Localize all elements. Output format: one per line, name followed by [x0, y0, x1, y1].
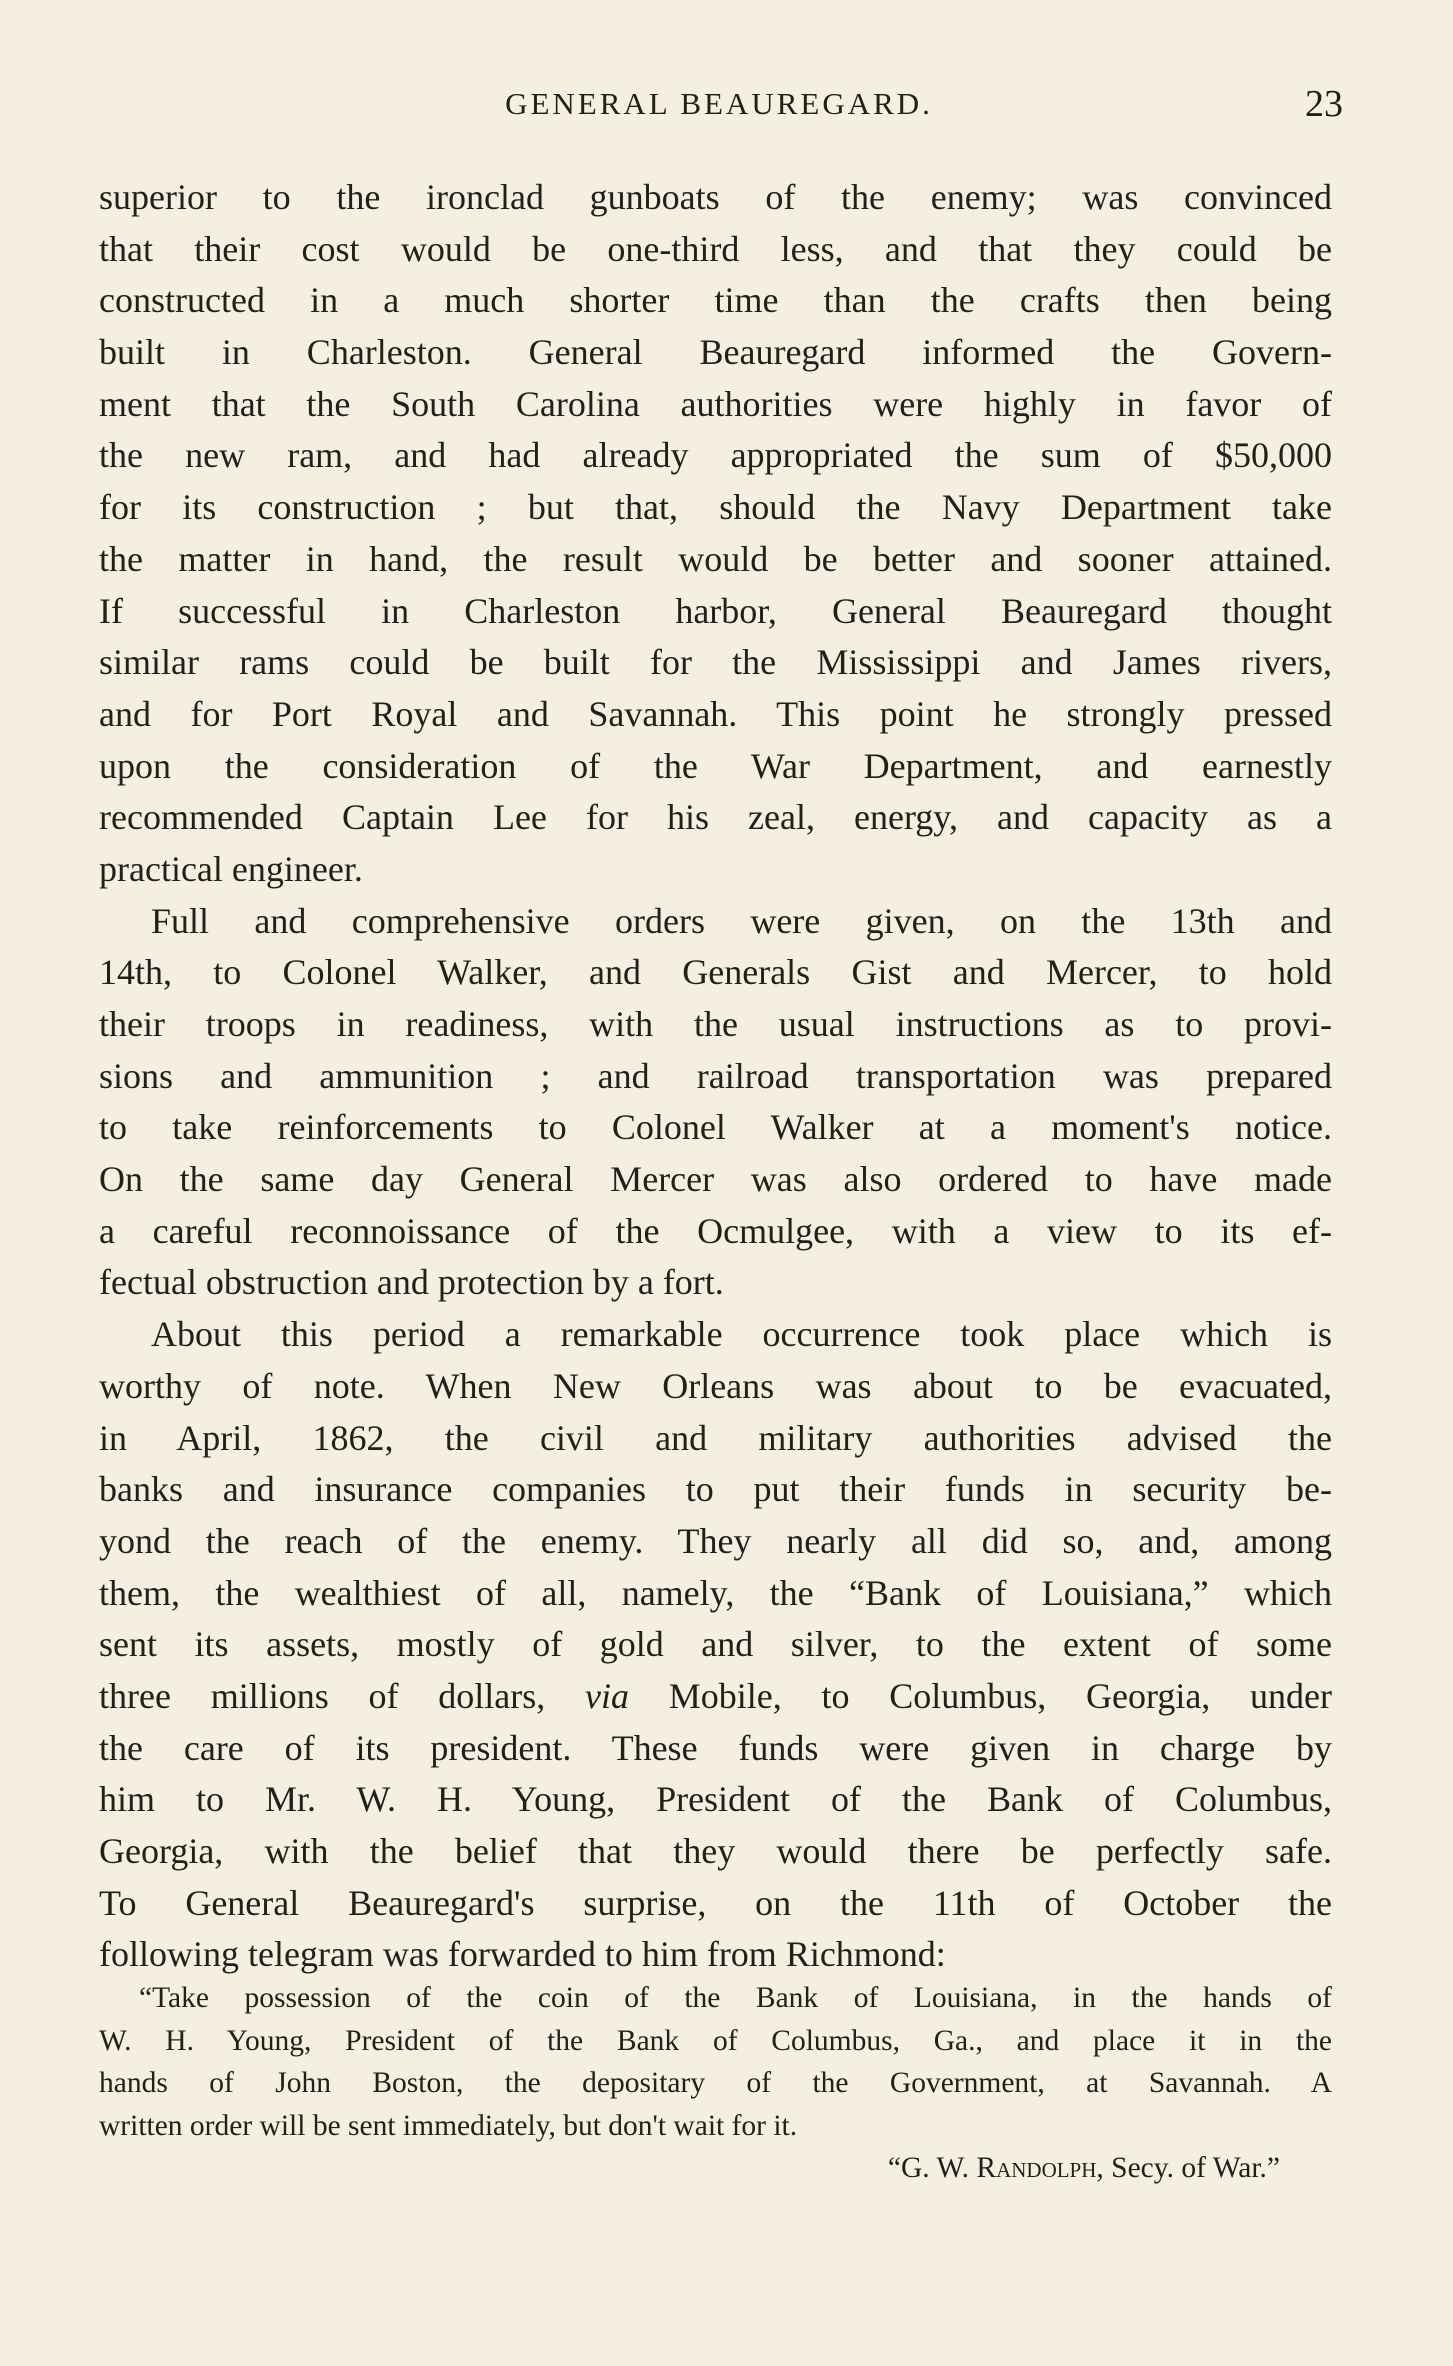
text-line: Georgia, with the belief that they would there be perfectly safe.	[99, 1831, 1332, 1871]
quote-line: “Take possession of the coin of the Bank of Louisiana, in the hands of	[139, 1982, 1332, 2014]
text-line: their troops in readiness, with the usual instructions as to provi-	[99, 1004, 1332, 1044]
text-line-part: three millions of dollars,	[99, 1675, 546, 1716]
text-line: in April, 1862, the civil and military authorities advised the	[99, 1417, 1332, 1458]
quote-line: hands of John Boston, the depositary of the Government, at Savannah. A	[99, 2067, 1332, 2099]
text-line: superior to the ironclad gunboats of the enemy; was convinced	[99, 177, 1332, 217]
text-line: a careful reconnoissance of the Ocmulgee, with a view to its ef-	[99, 1210, 1332, 1251]
text-line: following telegram was forwarded to him from Richmond:	[99, 1934, 946, 1975]
text-line: banks and insurance companies to put their funds in security be-	[99, 1469, 1332, 1510]
text-line: the care of its president. These funds were given in charge by	[99, 1727, 1332, 1768]
text-line: sent its assets, mostly of gold and silver, to the extent of some	[99, 1624, 1332, 1665]
text-line: the new ram, and had already appropriated the sum of $50,000	[99, 435, 1332, 476]
body-text	[99, 172, 1332, 1981]
text-line: the matter in hand, the result would be better and sooner attained.	[99, 538, 1332, 579]
signature-name: Randolph,	[976, 2152, 1104, 2184]
text-line: About this period a remarkable occurrence took place which is	[151, 1314, 1332, 1355]
running-head: GENERAL BEAUREGARD.	[505, 86, 933, 121]
text-line: and for Port Royal and Savannah. This point he strongly pressed	[99, 693, 1332, 734]
quote-line: W. H. Young, President of the Bank of Columbus, Ga., and place it in the	[99, 2024, 1332, 2057]
signature-line	[99, 2147, 1332, 2190]
quote-line: written order will be sent immediately, but don't wait for it.	[99, 2109, 798, 2142]
text-line: for its construction ; but that, should the Navy Department take	[99, 487, 1332, 528]
text-line: Full and comprehensive orders were given, on the 13th and	[151, 900, 1332, 941]
text-line: ment that the South Carolina authorities were highly in favor of	[99, 383, 1332, 424]
text-line: sions and ammunition ; and railroad transportation was prepared	[99, 1055, 1332, 1096]
text-line	[99, 1671, 1332, 1723]
italic-word: via	[584, 1675, 629, 1716]
telegram-quote	[99, 1977, 1332, 2190]
text-line: worthy of note. When New Orleans was about to be evacuated,	[99, 1365, 1332, 1406]
page-number: 23	[1305, 83, 1343, 125]
text-line: similar rams could be built for the Mississippi and James rivers,	[99, 642, 1332, 683]
text-line: On the same day General Mercer was also ordered to have made	[99, 1159, 1332, 1200]
signature-prefix: “G. W.	[887, 2152, 970, 2184]
text-line: yond the reach of the enemy. They nearly all did so, and, among	[99, 1520, 1332, 1561]
text-line-part: Mobile, to Columbus, Georgia, under	[668, 1675, 1333, 1716]
text-line: 14th, to Colonel Walker, and Generals Gist and Mercer, to hold	[99, 952, 1332, 993]
page-header	[95, 82, 1343, 132]
text-line: practical engineer.	[99, 848, 363, 889]
text-line: recommended Captain Lee for his zeal, energy, and capacity as a	[99, 797, 1332, 838]
text-line: built in Charleston. General Beauregard informed the Govern-	[99, 332, 1332, 373]
text-line: to take reinforcements to Colonel Walker at a moment's notice.	[99, 1107, 1332, 1148]
text-line: them, the wealthiest of all, namely, the “Bank of Louisiana,” which	[99, 1572, 1332, 1613]
text-line: fectual obstruction and protection by a fort.	[99, 1262, 724, 1303]
text-line: To General Beauregard's surprise, on the 11th of October the	[99, 1882, 1332, 1923]
text-line: If successful in Charleston harbor, General Beauregard thought	[99, 590, 1332, 631]
text-line: constructed in a much shorter time than the crafts then being	[99, 280, 1332, 321]
text-line: that their cost would be one-third less, and that they could be	[99, 228, 1332, 269]
text-line: him to Mr. W. H. Young, President of the Bank of Columbus,	[99, 1779, 1332, 1820]
text-line: upon the consideration of the War Department, and earnestly	[99, 745, 1332, 786]
signature-suffix: Secy. of War.”	[1111, 2152, 1280, 2184]
